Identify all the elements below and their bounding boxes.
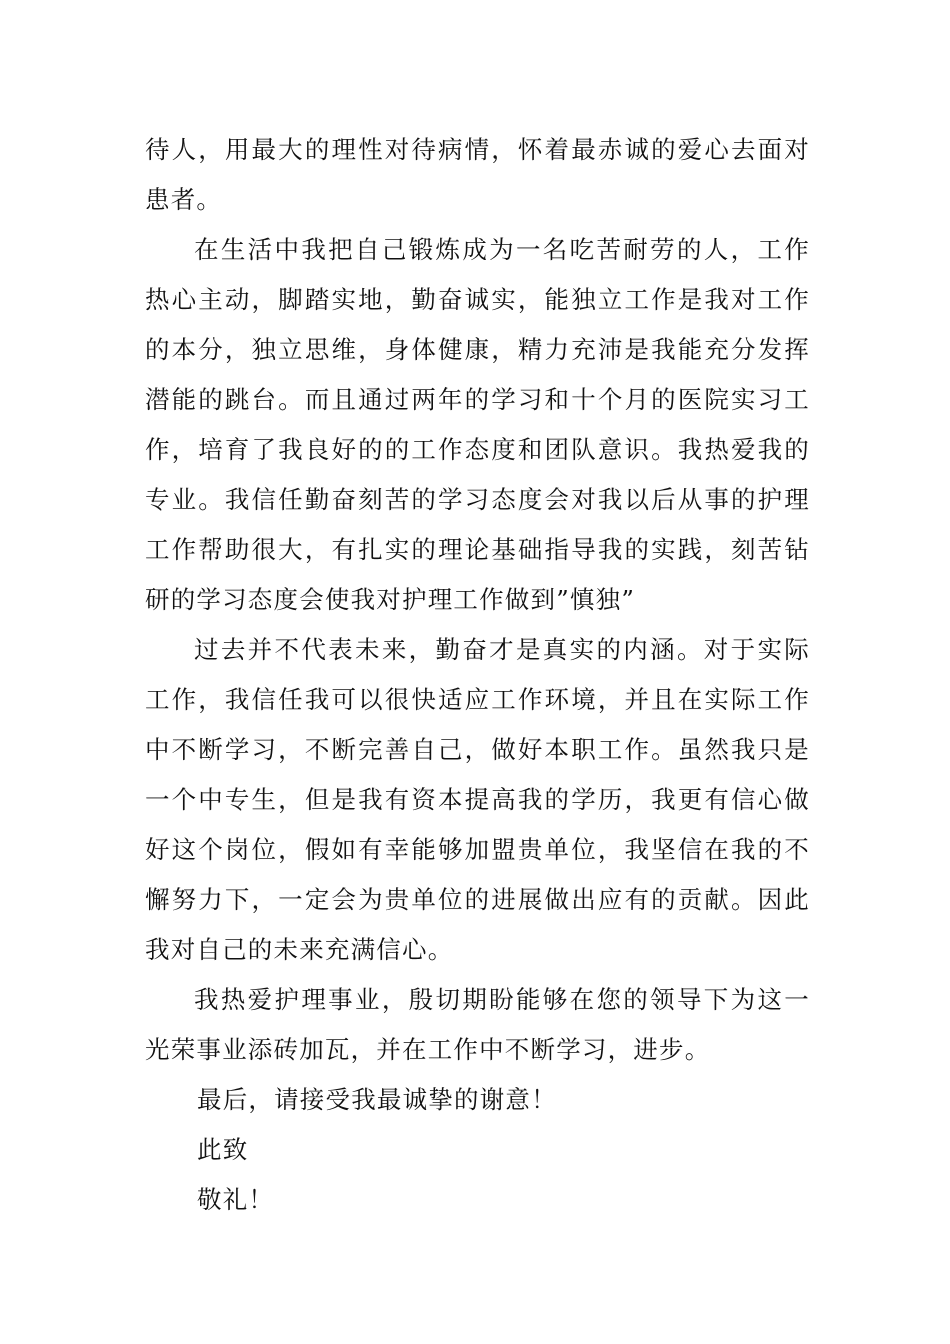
salutation-line-1: 此致 (197, 1135, 249, 1164)
closing-line: 最后，请接受我最诚挚的谢意！ (197, 1085, 557, 1114)
paragraph-nursing: 我热爱护理事业，殷切期盼能够在您的领导下为这一光荣事业添砖加瓦，并在工作中不断学习，进步。 (145, 985, 810, 1064)
paragraph-continuation: 待人，用最大的理性对待病情，怀着最赤诚的爱心去面对患者。 (145, 135, 810, 214)
salutation-line-2: 敬礼！ (197, 1185, 275, 1214)
paragraph-life-work: 在生活中我把自己锻炼成为一名吃苦耐劳的人，工作热心主动，脚踏实地，勤奋诚实，能独立工作是我对工作的本分，独立思维，身体健康，精力充沛是我能充分发挥潜能的跳台。而且通过两年的学习和十个月的医院实习工作，培育了我良好的的工作态度和团队意识。我热爱我的专业。我信任勤奋刻苦的学习态度会对我以后从事的护理工作帮助很大，有扎实的理论基础指导我的实践，刻苦钻研的学习态度会使我对护理工作做到”慎独” (145, 235, 810, 614)
document-page (145, 125, 810, 1225)
paragraph-future: 过去并不代表未来，勤奋才是真实的内涵。对于实际工作，我信任我可以很快适应工作环境，并且在实际工作中不断学习，不断完善自己，做好本职工作。虽然我只是一个中专生，但是我有资本提高我的学历，我更有信心做好这个岗位，假如有幸能够加盟贵单位，我坚信在我的不懈努力下，一定会为贵单位的进展做出应有的贡献。因此我对自己的未来充满信心。 (145, 635, 810, 964)
